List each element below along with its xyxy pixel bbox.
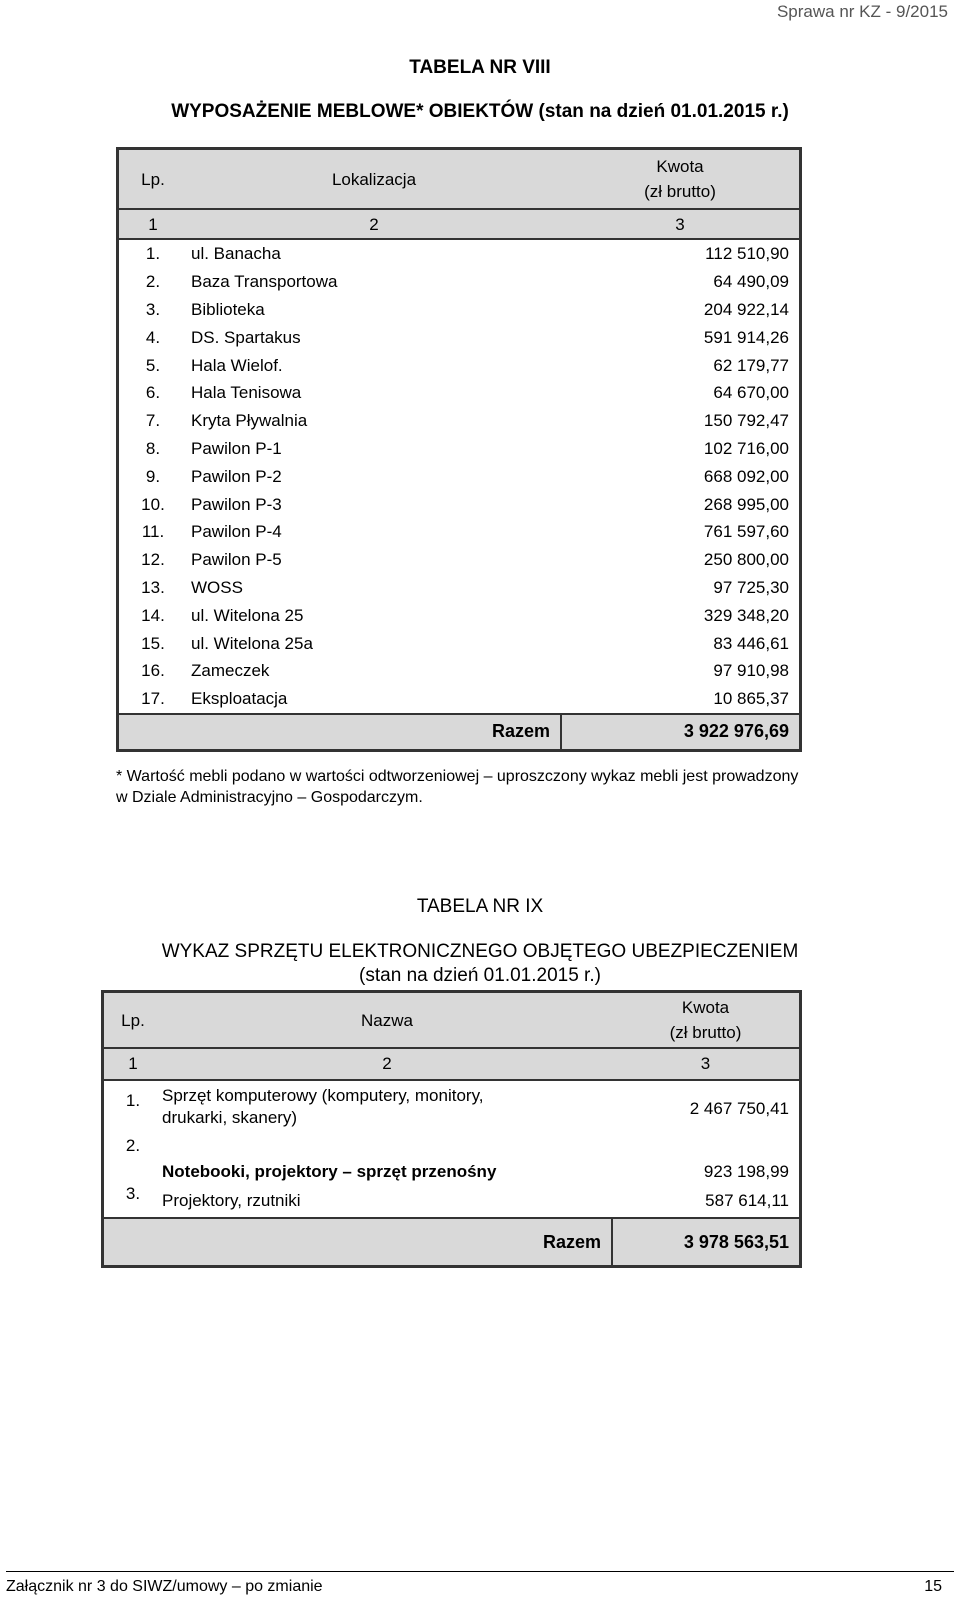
table-row	[118, 685, 801, 714]
row-location: Pawilon P-2	[191, 466, 282, 486]
table-row	[118, 268, 801, 296]
table-row	[118, 351, 801, 379]
col-amount-header-line1: Kwota	[656, 157, 704, 176]
row-location: ul. Witelona 25	[191, 605, 304, 625]
footnote-line2: w Dziale Administracyjno – Gospodarczym.	[116, 789, 423, 806]
col-amount-header-line2: (zł brutto)	[669, 1023, 742, 1042]
row-lp: 8.	[145, 438, 161, 458]
total-value: 3 922 976,69	[561, 714, 801, 751]
row-location: Kryta Pływalnia	[191, 411, 308, 431]
col-number-2: 2	[187, 209, 561, 239]
table8-header-row	[118, 149, 801, 210]
table-row	[118, 574, 801, 602]
row-amount: 923 198,99	[703, 1162, 789, 1181]
total-label: Razem	[162, 1218, 612, 1267]
row-lp: 12.	[141, 550, 165, 570]
row-amount: 587 614,11	[705, 1190, 789, 1210]
row-lp: 3.	[145, 299, 161, 319]
col-amount-header-line2: (zł brutto)	[644, 182, 716, 201]
row-lp: 16.	[141, 661, 165, 681]
page-number: 15	[924, 1578, 942, 1595]
row-amount: 2 467 750,41	[689, 1098, 789, 1118]
row-location: Zameczek	[191, 661, 270, 681]
page-footer	[6, 1571, 954, 1596]
row-lp: 1.	[125, 1091, 141, 1110]
footnote-line1: * Wartość mebli podano w wartości odtworzeniowej – uproszczony wykaz mebli jest prowadzony	[116, 768, 799, 785]
row-lp: 4.	[145, 327, 161, 347]
row-location: Pawilon P-4	[191, 522, 282, 542]
row-amount: 97 910,98	[713, 661, 789, 681]
row-amount: 761 597,60	[703, 522, 789, 542]
furniture-table	[116, 147, 802, 752]
row-name-line1: Sprzęt komputerowy (komputery, monitory,	[162, 1086, 484, 1105]
footer-attachment-label: Załącznik nr 3 do SIWZ/umowy – po zmianie	[6, 1578, 323, 1595]
table8-total-row	[118, 714, 801, 751]
electronics-table	[101, 990, 802, 1268]
table-row	[118, 629, 801, 657]
row-location: Hala Wielof.	[191, 355, 283, 375]
col-amount-header	[561, 149, 801, 210]
table-row	[118, 239, 801, 268]
col-name-header: Nazwa	[162, 992, 612, 1049]
row-lp: 17.	[141, 689, 165, 709]
row-lp: 2.	[125, 1136, 141, 1155]
col-lp-header: Lp.	[118, 149, 188, 210]
row-amount: 10 865,37	[713, 689, 789, 709]
table-row	[118, 323, 801, 351]
row-amount: 668 092,00	[703, 466, 789, 486]
row-name: Notebooki, projektory – sprzęt przenośny	[162, 1162, 497, 1181]
row-lp: 1.	[145, 244, 161, 264]
table9-subtitle-line2: (stan na dzień 01.01.2015 r.)	[359, 965, 601, 986]
row-amount: 329 348,20	[703, 605, 789, 625]
col-number-3: 3	[561, 209, 801, 239]
row-location: Biblioteka	[191, 299, 265, 319]
row-amount: 83 446,61	[713, 633, 789, 653]
col-location-header: Lokalizacja	[187, 149, 561, 210]
table-row	[118, 657, 801, 685]
total-value: 3 978 563,51	[612, 1218, 801, 1267]
row-location: WOSS	[191, 577, 243, 597]
table9-total-row	[103, 1218, 801, 1267]
table8-number-row	[118, 209, 801, 239]
table9-title: TABELA NR IX	[416, 896, 544, 917]
table8-subtitle: WYPOSAŻENIE MEBLOWE* OBIEKTÓW (stan na dzień 01.01.2015 r.)	[171, 101, 789, 122]
col-number-1: 1	[103, 1048, 163, 1080]
row-lp: 13.	[141, 577, 165, 597]
table9-header-row	[103, 992, 801, 1049]
row-location: Baza Transportowa	[191, 272, 338, 292]
row-amount: 204 922,14	[703, 299, 789, 319]
row-amount: 64 490,09	[713, 272, 789, 292]
case-reference: Sprawa nr KZ - 9/2015	[776, 2, 948, 21]
row-location: ul. Witelona 25a	[191, 633, 313, 653]
row-lp: 15.	[141, 633, 165, 653]
total-spacer	[103, 1218, 163, 1267]
table-row	[118, 601, 801, 629]
col-amount-header	[612, 992, 801, 1049]
col-number-3: 3	[612, 1048, 801, 1080]
row-location: DS. Spartakus	[191, 327, 301, 347]
table-row	[118, 407, 801, 435]
row-amount: 64 670,00	[713, 383, 789, 403]
row-name	[162, 1080, 612, 1136]
table-row	[103, 1136, 801, 1184]
table-row	[118, 435, 801, 463]
table-row	[118, 462, 801, 490]
row-amount: 112 510,90	[705, 244, 789, 264]
col-number-2: 2	[162, 1048, 612, 1080]
table9-number-row	[103, 1048, 801, 1080]
row-lp: 3.	[125, 1184, 141, 1203]
row-lp: 10.	[141, 494, 165, 514]
col-lp-header: Lp.	[103, 992, 163, 1049]
row-location: Pawilon P-1	[191, 438, 282, 458]
row-name: Projektory, rzutniki	[162, 1190, 301, 1210]
table-row	[118, 490, 801, 518]
row-amount: 150 792,47	[703, 411, 789, 431]
table8-body	[118, 239, 801, 714]
table-row	[103, 1184, 801, 1218]
row-location: Pawilon P-3	[191, 494, 282, 514]
table-row	[103, 1080, 801, 1136]
row-amount: 97 725,30	[713, 577, 789, 597]
row-amount: 250 800,00	[703, 550, 789, 570]
row-lp: 6.	[145, 383, 161, 403]
row-name-line2: drukarki, skanery)	[162, 1108, 298, 1127]
row-lp: 9.	[145, 466, 161, 486]
row-location: Pawilon P-5	[191, 550, 282, 570]
total-spacer	[118, 714, 188, 751]
footnote	[116, 766, 816, 808]
table9-subtitle-line1: WYKAZ SPRZĘTU ELEKTRONICZNEGO OBJĘTEGO UBEZPIECZENIEM	[161, 941, 799, 962]
row-location: Eksploatacja	[191, 689, 288, 709]
row-lp: 11.	[141, 522, 165, 542]
table-row	[118, 546, 801, 574]
row-lp: 7.	[145, 411, 161, 431]
row-amount: 268 995,00	[703, 494, 789, 514]
row-lp: 2.	[145, 272, 161, 292]
table9-subtitle	[0, 940, 960, 988]
row-location: ul. Banacha	[191, 244, 281, 264]
total-label: Razem	[187, 714, 561, 751]
row-lp: 5.	[145, 355, 161, 375]
table8-title: TABELA NR VIII	[409, 57, 551, 78]
col-amount-header-line1: Kwota	[681, 998, 730, 1017]
row-amount: 591 914,26	[703, 327, 789, 347]
row-location: Hala Tenisowa	[191, 383, 302, 403]
row-lp: 14.	[141, 605, 165, 625]
col-number-1: 1	[118, 209, 188, 239]
row-amount: 102 716,00	[703, 438, 789, 458]
table-row	[118, 518, 801, 546]
table-row	[118, 296, 801, 324]
row-amount: 62 179,77	[713, 355, 789, 375]
table-row	[118, 379, 801, 407]
